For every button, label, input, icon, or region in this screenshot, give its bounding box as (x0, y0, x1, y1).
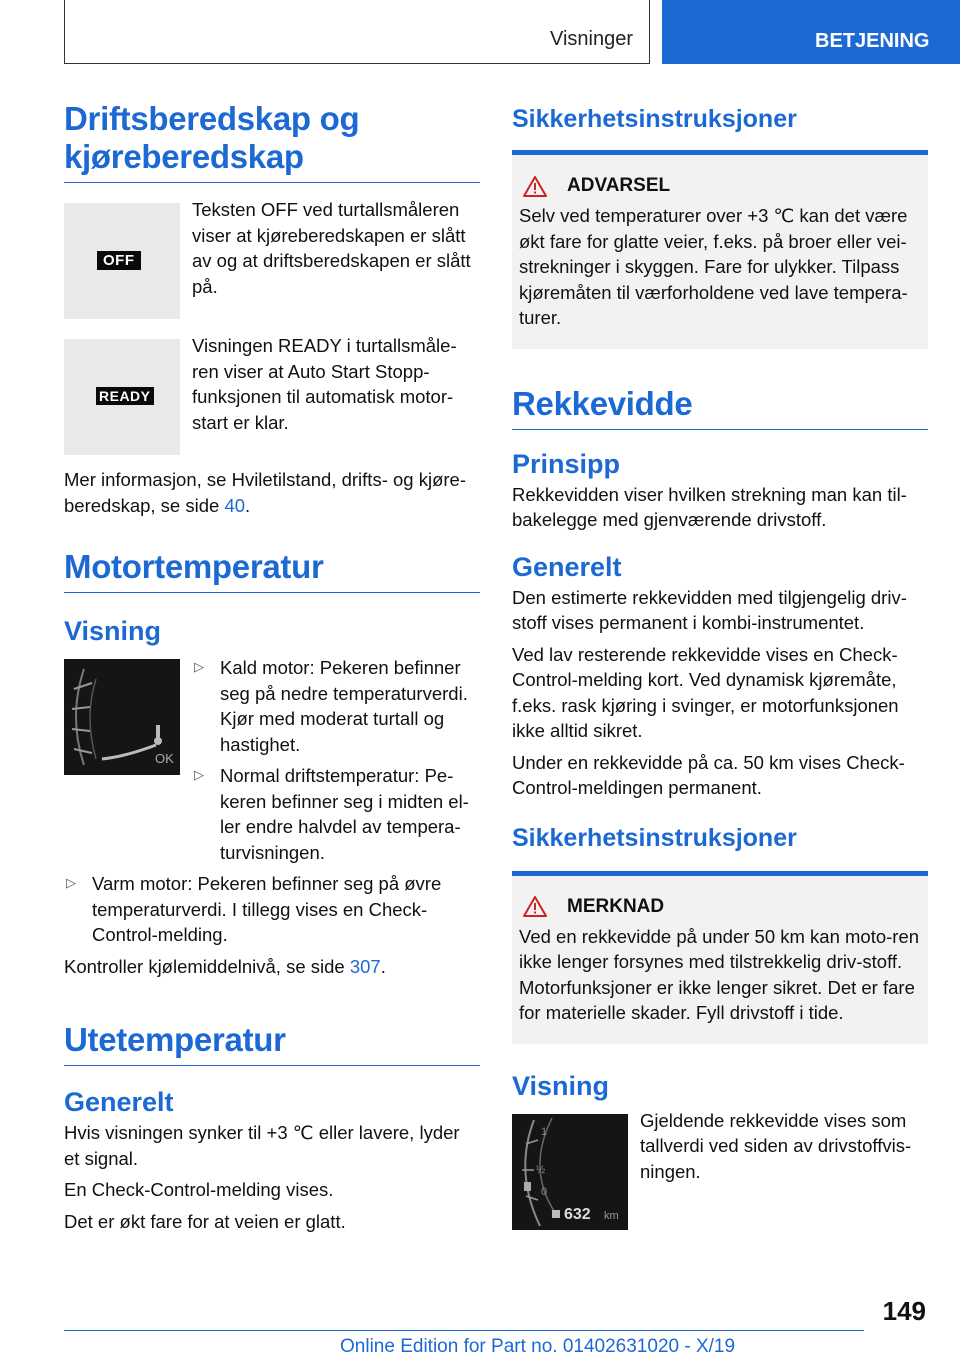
warning-label-advarsel: ADVARSEL (567, 175, 671, 196)
prinsipp-text: Rekkevidden viser hvilken strekning man kan til-bakelegge med gjenværende drivstoff. (512, 483, 907, 530)
heading-prinsipp: Prinsipp (512, 448, 621, 479)
more-info-text: Mer informasjon, se Hviletilstand, drifts- og kjøre-beredskap, se side 40. (64, 469, 466, 516)
ready-lcd-label: READY (96, 387, 154, 405)
fuel-tick-0: 0 (541, 1185, 548, 1198)
triangle-bullet-icon: ▷ (66, 875, 76, 890)
warning-box-advarsel (512, 150, 928, 349)
bullet-kald (192, 655, 480, 757)
off-row (64, 199, 480, 319)
ute-p3: Det er økt fare for at veien er glatt. (64, 1210, 346, 1232)
ute-p1: Hvis visningen synker til +3 ℃ eller lavere, lyder et signal. (64, 1122, 460, 1169)
bullet-varm-text: Varm motor: Pekeren befinner seg på øvre temperaturverdi. I tillegg vises en Check-Control-melding. (92, 873, 442, 945)
heading-driftsberedskap: Driftsberedskap og kjøreberedskap (64, 100, 480, 183)
temp-bullets (192, 655, 480, 865)
off-lcd-label: OFF (97, 251, 141, 270)
page-link-40[interactable]: 40 (224, 494, 246, 516)
ute-p2: En Check-Control-melding vises. (64, 1179, 334, 1200)
coolant-text: Kontroller kjølemiddelnivå, se side 307. (64, 955, 386, 977)
heading-generelt-ute: Generelt (64, 1087, 174, 1117)
warning-triangle-icon (523, 896, 547, 917)
bullet-kald-text: Kald motor: Pekeren befinner seg på nedre temperaturverdi. Kjør med moderat turtall og hastighet. (220, 657, 468, 755)
bullet-normal (192, 763, 480, 865)
heading-visning-temp: Visning (64, 616, 162, 646)
warning-box-merknad (512, 871, 928, 1044)
footer-edition: Online Edition for Part no. 01402631020 - X/19 (340, 1336, 736, 1357)
bullet-varm (64, 871, 480, 948)
generelt-p3: Under en rekkevidde på ca. 50 km vises Check-Control-meldingen permanent. (512, 751, 905, 798)
section-title: Visninger (549, 28, 633, 50)
warning-text-merknad: Ved en rekkevidde på under 50 km kan moto-ren ikke lenger forsynes med tilstrekkelig driv-stoff. Motorfunksjoner er ikke lenger sikret. Det er fare for materielle skader. Fyll drivstoff i tide. (519, 925, 920, 1023)
page-link-307[interactable]: 307 (349, 955, 381, 977)
heading-generelt-range: Generelt (512, 551, 622, 582)
range-row (512, 1109, 928, 1230)
heading-sikkerhet-1: Sikkerhetsinstruksjoner (512, 105, 797, 133)
notice-title (519, 896, 920, 918)
generelt-p2: Ved lav resterende rekkevidde vises en Check-Control-melding kort. Ved dynamisk kjøremåte, f.eks. rask kjøring i svinger, er motorfunksjonen ikke alltid sikret. (512, 643, 899, 741)
warning-text-advarsel: Selv ved temperaturer over +3 ℃ kan det være økt fare for glatte veier, f.eks. på broer eller vei-strekninger i skyggen. Fare for ulykker. Tilpass kjøremåten til værforholdene ved lave tempera-turer. (519, 205, 908, 328)
header-frame (64, 0, 650, 64)
generelt-p1: Den estimerte rekkevidden med tilgjengelig driv-stoff vises permanent i kombi-instrumentet. (512, 586, 907, 633)
ready-indicator-image (64, 339, 180, 455)
temp-row (64, 659, 480, 865)
heading-sikkerhet-2: Sikkerhetsinstruksjoner (512, 823, 797, 852)
warning-label-merknad: MERKNAD (567, 895, 665, 917)
chapter-tab: BETJENING (662, 0, 960, 64)
heading-utetemperatur: Utetemperatur (64, 1021, 480, 1066)
fuel-tick-half: ½ (536, 1163, 546, 1176)
ready-row (64, 335, 480, 455)
range-display-text: Gjeldende rekkevidde vises som tallverdi ved siden av drivstoffvis-ningen. (640, 1109, 912, 1182)
range-gauge-image (512, 1114, 628, 1230)
temperature-gauge-image (64, 659, 180, 775)
bullet-normal-text: Normal driftstemperatur: Pe-keren befinner seg i midten el-ler endre halvdel av tempera-turvisningen. (220, 765, 469, 863)
warning-title (519, 175, 920, 197)
footer-divider (64, 1330, 864, 1331)
heading-visning-range: Visning (512, 1070, 610, 1101)
warning-triangle-icon (523, 176, 547, 197)
range-value: 632 (564, 1205, 591, 1223)
coolant-label: Kontroller kjølemiddelnivå, se side (64, 955, 345, 977)
left-column (64, 100, 480, 1234)
triangle-bullet-icon: ▷ (194, 659, 204, 674)
fuel-tick-1: 1 (541, 1125, 548, 1138)
ready-description: Visningen READY i turtallsmåle-ren viser at Auto Start Stopp-funksjonen til automatisk motor-start er klar. (192, 335, 457, 433)
off-indicator-image (64, 203, 180, 319)
heading-rekkevidde: Rekkevidde (512, 385, 928, 430)
right-column (512, 100, 928, 1230)
heading-motortemperatur: Motortemperatur (64, 548, 480, 593)
off-description: Teksten OFF ved turtallsmåleren viser at kjøreberedskapen er slått av og at driftsberedskapen er slått på. (192, 199, 471, 297)
gauge-ok-label: OK (155, 751, 174, 766)
more-info-label: Mer informasjon, se Hviletilstand, drifts- og kjøre-beredskap, se side (64, 469, 466, 516)
triangle-bullet-icon: ▷ (194, 767, 204, 782)
page-number: 149 (882, 1296, 926, 1326)
range-unit: km (604, 1209, 619, 1222)
